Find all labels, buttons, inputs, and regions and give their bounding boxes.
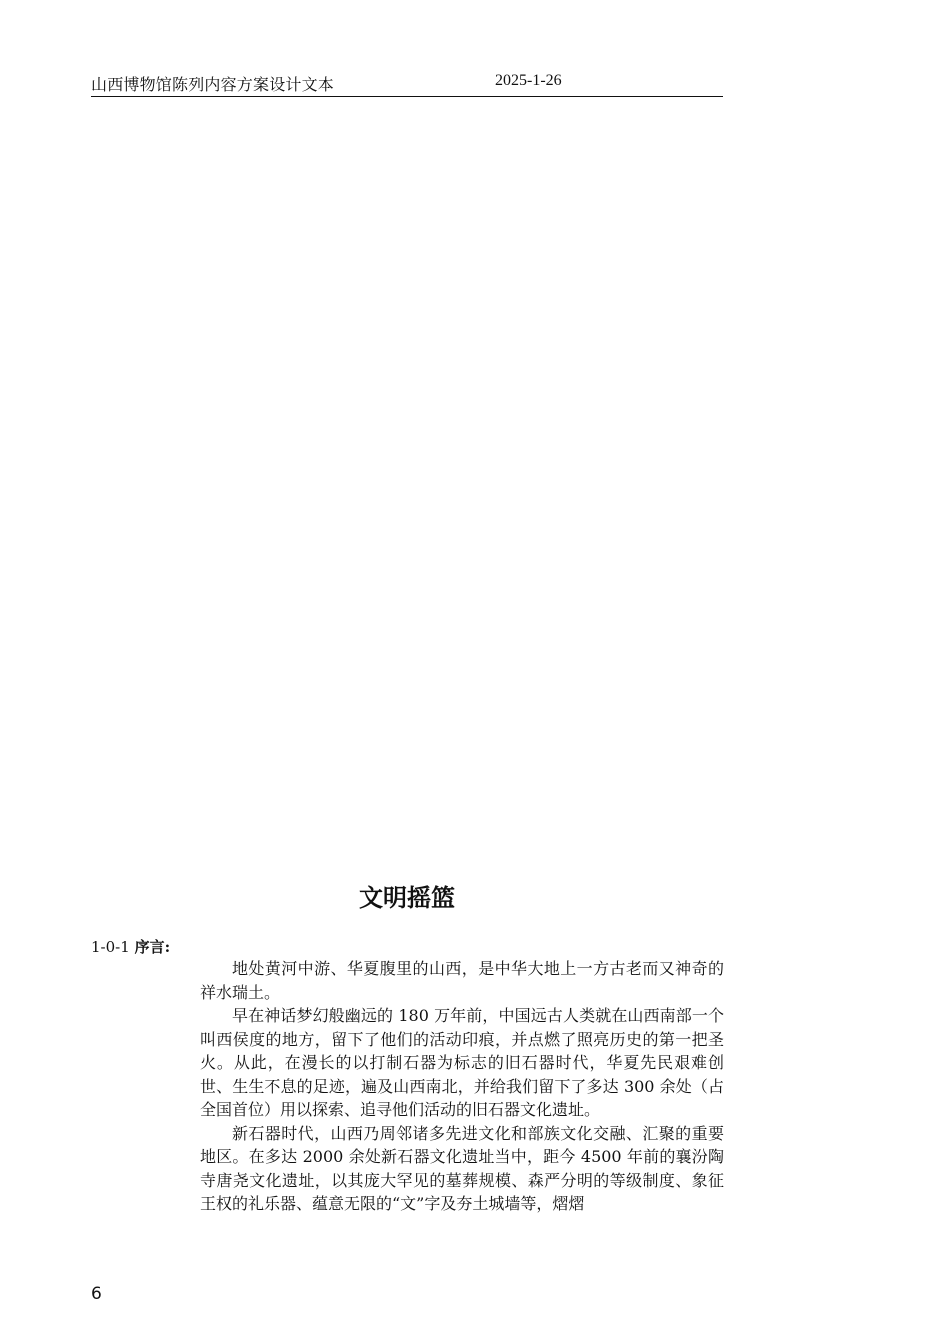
section-number: 1-0-1: [91, 938, 130, 956]
paragraph: 新石器时代，山西乃周邻诸多先进文化和部族文化交融、汇聚的重要地区。在多达 2000 余处新石器文化遗址当中，距今 4500 年前的襄汾陶寺唐尧文化遗址，以其庞大罕见的墓葬规模、森严分明的等级制度、象征王权的礼乐器、蕴意无限的“文”字及夯土城墙等，熠熠: [200, 1123, 724, 1213]
paragraph: 早在神话梦幻般幽远的 180 万年前，中国远古人类就在山西南部一个叫西侯度的地方，留下了他们的活动印痕，并点燃了照亮历史的第一把圣火。从此，在漫长的以打制石器为标志的旧石器时代，华夏先民艰难创世、生生不息的足迹，遍及山西南北，并给我们留下了多达 300 余处（占全国首位）用以探索、追寻他们活动的旧石器文化遗址。: [200, 1006, 724, 1119]
body-text: [200, 957, 724, 1216]
document-title: 山西博物馆陈列内容方案设计文本: [91, 75, 335, 94]
document-date: 2025-1-26: [495, 72, 562, 89]
page-header: [91, 70, 723, 97]
section-label-text: 序言:: [134, 938, 171, 956]
section-heading: 文明摇篮: [359, 883, 455, 912]
section-label: [91, 936, 170, 957]
paragraph: 地处黄河中游、华夏腹里的山西，是中华大地上一方古老而又神奇的祥水瑞土。: [200, 959, 724, 1002]
page-number: 6: [91, 1284, 102, 1304]
